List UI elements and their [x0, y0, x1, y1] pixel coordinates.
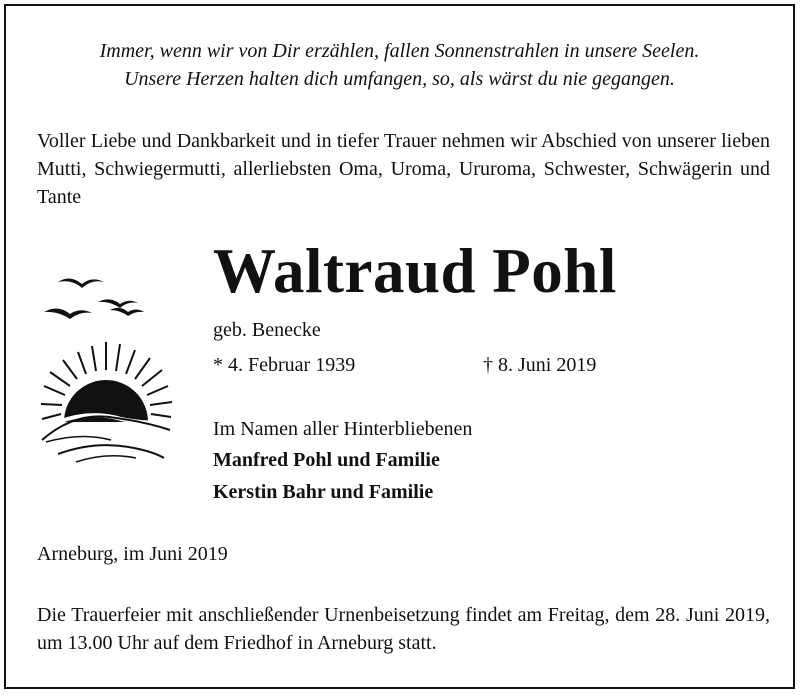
sunset-icon: [36, 272, 176, 477]
quote-line-2: Unsere Herzen halten dich umfangen, so, als wärst du nie gegangen.: [124, 68, 675, 90]
mourners-intro: Im Namen aller Hinterbliebenen: [213, 418, 473, 440]
intro-text: Voller Liebe und Dankbarkeit und in tiefer Trauer nehmen wir Abschied von unserer lieben Mutti, Schwiegermutti, allerliebsten Oma, Uroma, Ururoma, Schwester, Schwägerin und Tante: [37, 130, 770, 208]
funeral-notice: Die Trauerfeier mit anschließender Urnenbeisetzung findet am Freitag, dem 28. Juni 2019, um 13.00 Uhr auf dem Friedhof in Arneburg statt.: [37, 604, 770, 654]
obituary-notice: [4, 4, 795, 689]
place-date: Arneburg, im Juni 2019: [37, 543, 228, 565]
deceased-name: Waltraud Pohl: [213, 236, 617, 306]
birth-date: * 4. Februar 1939: [213, 354, 356, 376]
death-date: † 8. Juni 2019: [483, 354, 597, 376]
sunset-birds-illustration: [36, 272, 176, 482]
mourner-family-1: Manfred Pohl und Familie: [213, 449, 440, 471]
quote-line-1: Immer, wenn wir von Dir erzählen, fallen Sonnenstrahlen in unsere Seelen.: [99, 40, 700, 62]
mourner-family-2: Kerstin Bahr und Familie: [213, 481, 434, 503]
maiden-name: geb. Benecke: [213, 319, 321, 341]
birds-icon: [44, 278, 144, 319]
